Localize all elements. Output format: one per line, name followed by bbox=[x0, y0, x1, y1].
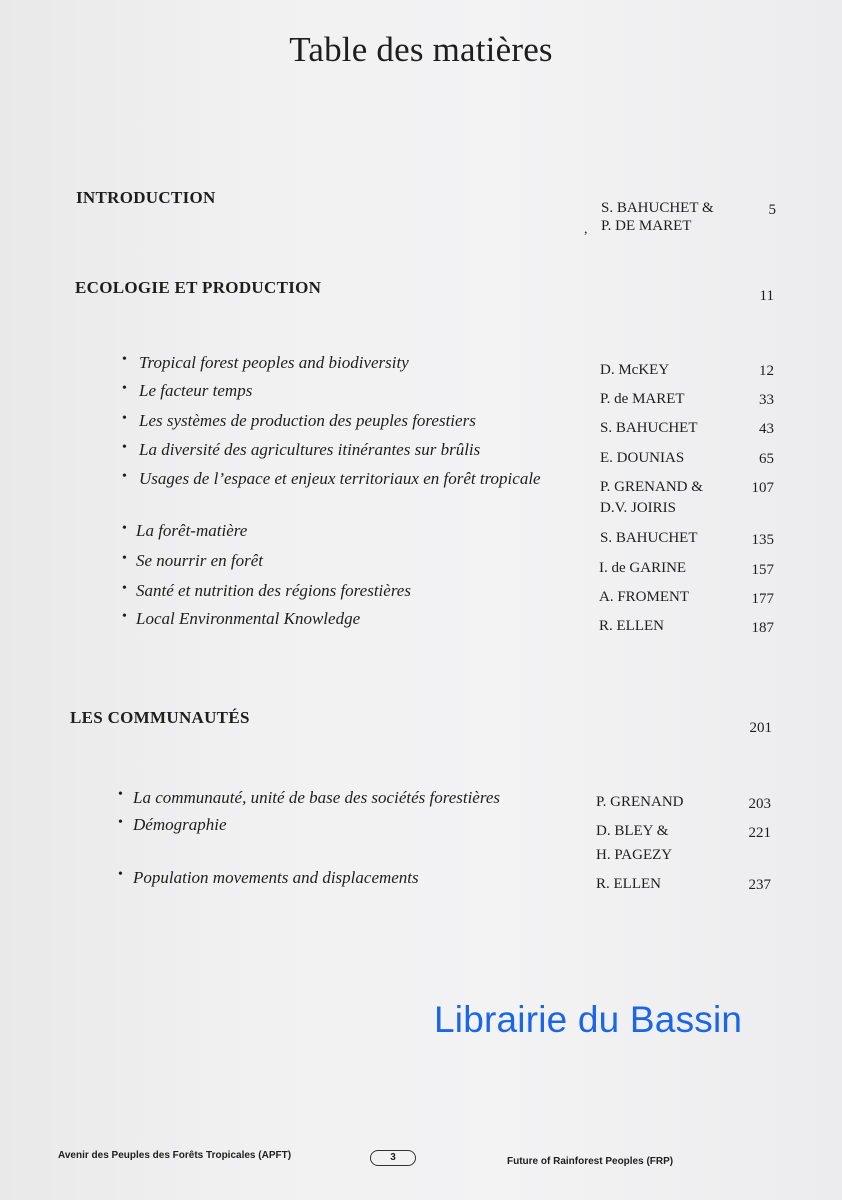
entry-title: Tropical forest peoples and biodiversity bbox=[139, 353, 409, 372]
section-heading-communautes: LES COMMUNAUTÉS bbox=[70, 708, 250, 727]
bullet-icon: • bbox=[122, 411, 127, 426]
bullet-icon: • bbox=[122, 381, 127, 396]
bullet-icon: • bbox=[118, 815, 123, 830]
bullet-icon: • bbox=[118, 787, 123, 802]
entry-author: S. BAHUCHET bbox=[600, 530, 698, 546]
entry-page: 12 bbox=[759, 363, 774, 379]
entry-author: D.V. JOIRIS bbox=[600, 500, 676, 516]
author-line: S. BAHUCHET & bbox=[601, 200, 714, 216]
page-title: Table des matières bbox=[289, 30, 553, 69]
entry-page: 157 bbox=[751, 562, 774, 578]
entry-title: Se nourrir en forêt bbox=[136, 551, 264, 570]
entry-page: 135 bbox=[751, 532, 774, 548]
bullet-icon: • bbox=[122, 551, 127, 566]
entry-title: Le facteur temps bbox=[139, 381, 253, 400]
bullet-icon: • bbox=[122, 521, 127, 536]
entry-title: Local Environmental Knowledge bbox=[136, 609, 361, 628]
entry-title: La forêt-matière bbox=[136, 521, 248, 540]
bullet-icon: • bbox=[122, 352, 127, 367]
entry-title: Usages de l’espace et enjeux territoriaux en forêt tropicale bbox=[139, 469, 541, 488]
entry-author: P. GRENAND bbox=[596, 794, 684, 810]
section-heading-introduction: INTRODUCTION bbox=[76, 188, 216, 207]
entry-page: 187 bbox=[751, 620, 774, 636]
entry-page: 43 bbox=[759, 421, 774, 437]
section-heading-ecologie: ECOLOGIE ET PRODUCTION bbox=[75, 278, 322, 297]
watermark-text: Librairie du Bassin bbox=[434, 999, 743, 1040]
entry-page: 177 bbox=[751, 591, 774, 607]
entry-title: Santé et nutrition des régions forestières bbox=[136, 581, 411, 600]
bullet-icon: • bbox=[122, 581, 127, 596]
entry-page: 221 bbox=[748, 825, 771, 841]
page-number: 11 bbox=[759, 288, 774, 304]
entry-author: P. de MARET bbox=[600, 391, 685, 407]
entry-author: S. BAHUCHET bbox=[600, 420, 698, 436]
stray-mark: , bbox=[584, 222, 588, 237]
entry-author: D. BLEY & bbox=[596, 823, 669, 839]
page-number: 201 bbox=[749, 720, 772, 736]
bullet-icon: • bbox=[122, 609, 127, 624]
entry-page: 237 bbox=[748, 877, 771, 893]
author-line: P. DE MARET bbox=[601, 218, 692, 234]
entry-author: P. GRENAND & bbox=[600, 479, 703, 495]
entry-title: La communauté, unité de base des sociétés forestières bbox=[133, 788, 501, 807]
entry-page: 33 bbox=[759, 392, 774, 408]
entry-author: D. McKEY bbox=[600, 362, 670, 378]
entry-title: La diversité des agricultures itinérantes sur brûlis bbox=[139, 440, 481, 459]
footer-left: Avenir des Peuples des Forêts Tropicales (APFT) bbox=[58, 1150, 292, 1161]
entry-title: Les systèmes de production des peuples forestiers bbox=[139, 411, 476, 430]
footer-right: Future of Rainforest Peoples (FRP) bbox=[507, 1156, 674, 1167]
entry-page: 65 bbox=[759, 451, 774, 467]
entry-title: Population movements and displacements bbox=[133, 868, 419, 887]
page-number: 5 bbox=[768, 202, 776, 218]
bullet-icon: • bbox=[122, 440, 127, 455]
entry-author: E. DOUNIAS bbox=[600, 450, 685, 466]
entry-page: 203 bbox=[748, 796, 771, 812]
bullet-icon: • bbox=[118, 867, 123, 882]
entry-author: A. FROMENT bbox=[599, 589, 690, 605]
entry-page: 107 bbox=[751, 480, 774, 496]
entry-author: I. de GARINE bbox=[599, 560, 687, 576]
entry-author: H. PAGEZY bbox=[596, 847, 673, 863]
footer-page-number: 3 bbox=[370, 1150, 416, 1166]
bullet-icon: • bbox=[122, 469, 127, 484]
entry-author: R. ELLEN bbox=[599, 618, 664, 634]
entry-author: R. ELLEN bbox=[596, 876, 661, 892]
entry-title: Démographie bbox=[133, 815, 227, 834]
